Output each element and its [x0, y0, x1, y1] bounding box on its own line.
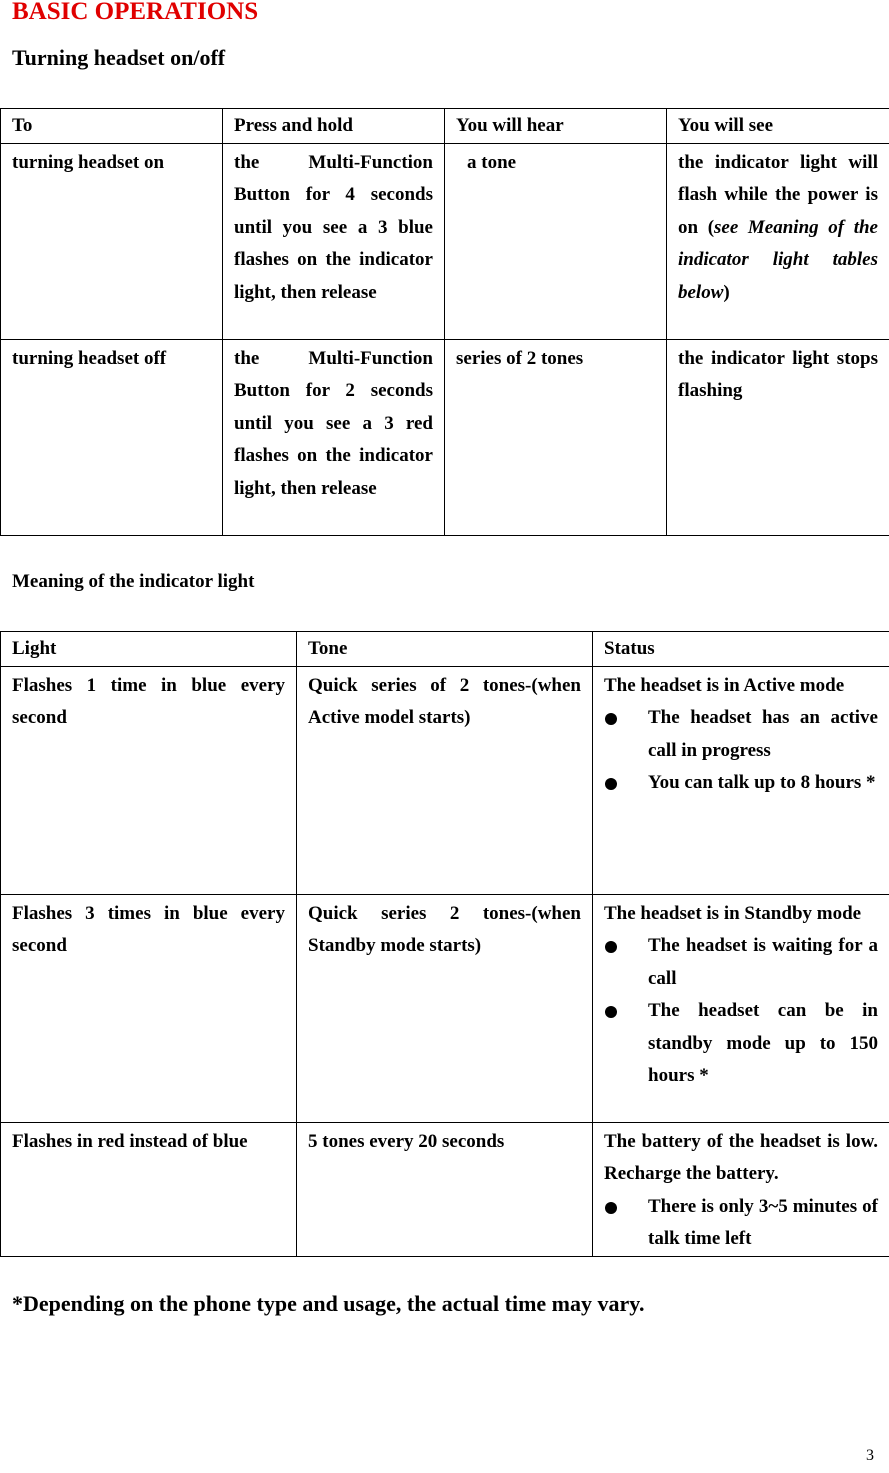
- see-text: the indicator light will flash while the power is on (: [678, 151, 878, 238]
- list-item: The headset is waiting for a call: [604, 930, 878, 995]
- status-text: The headset is in Active mode: [604, 674, 845, 696]
- cell-see: the indicator light stops flashing: [667, 339, 889, 535]
- header-you-will-hear: You will hear: [445, 109, 667, 144]
- cell-press: the Multi-Function Button for 2 seconds until you see a 3 red flashes on the indicator light, then release: [223, 339, 445, 535]
- cell-hear: a tone: [445, 143, 667, 339]
- header-tone: Tone: [297, 632, 593, 667]
- section-subheading: Turning headset on/off: [12, 45, 226, 70]
- list-item: You can talk up to 8 hours *: [604, 767, 878, 800]
- status-bullet-list: [604, 1191, 878, 1256]
- cell-status: [593, 666, 889, 894]
- header-status: Status: [593, 632, 889, 667]
- cell-to: turning headset off: [1, 339, 223, 535]
- list-item: The headset has an active call in progress: [604, 702, 878, 767]
- header-light: Light: [1, 632, 297, 667]
- header-you-will-see: You will see: [667, 109, 889, 144]
- table-row: [1, 894, 889, 1122]
- footnote: *Depending on the phone type and usage, the actual time may vary.: [12, 1291, 645, 1316]
- table-row: [1, 339, 889, 535]
- table-row: [1, 666, 889, 894]
- cell-tone: Quick series 2 tones-(when Standby mode starts): [297, 894, 593, 1122]
- header-press-and-hold: Press and hold: [223, 109, 445, 144]
- cell-to: turning headset on: [1, 143, 223, 339]
- status-bullet-list: [604, 702, 878, 800]
- see-text-end: ): [723, 281, 730, 303]
- cell-status: [593, 1122, 889, 1256]
- cell-hear: series of 2 tones: [445, 339, 667, 535]
- indicator-light-table: [0, 631, 889, 1257]
- page-heading: BASIC OPERATIONS: [12, 0, 259, 25]
- list-item: There is only 3~5 minutes of talk time left: [604, 1191, 878, 1256]
- table-header-row: [1, 632, 889, 667]
- operations-table: [0, 108, 889, 536]
- table-row: [1, 143, 889, 339]
- indicator-meaning-label: Meaning of the indicator light: [12, 571, 255, 592]
- cell-press: the Multi-Function Button for 4 seconds until you see a 3 blue flashes on the indicator light, then release: [223, 143, 445, 339]
- table-row: [1, 1122, 889, 1256]
- cell-see: [667, 143, 889, 339]
- cell-status: [593, 894, 889, 1122]
- status-text: The battery of the headset is low. Recharge the battery.: [604, 1130, 878, 1184]
- cell-tone: 5 tones every 20 seconds: [297, 1122, 593, 1256]
- status-bullet-list: [604, 930, 878, 1093]
- status-text: The headset is in Standby mode: [604, 902, 862, 924]
- header-to: To: [1, 109, 223, 144]
- table-header-row: [1, 109, 889, 144]
- cell-tone: Quick series of 2 tones-(when Active model starts): [297, 666, 593, 894]
- page-number: 3: [866, 1447, 874, 1464]
- cell-light: Flashes in red instead of blue: [1, 1122, 297, 1256]
- list-item: The headset can be in standby mode up to 150 hours *: [604, 995, 878, 1093]
- cell-light: Flashes 1 time in blue every second: [1, 666, 297, 894]
- cell-light: Flashes 3 times in blue every second: [1, 894, 297, 1122]
- see-italic-reference: see Meaning of the indicator light tables below: [678, 216, 878, 303]
